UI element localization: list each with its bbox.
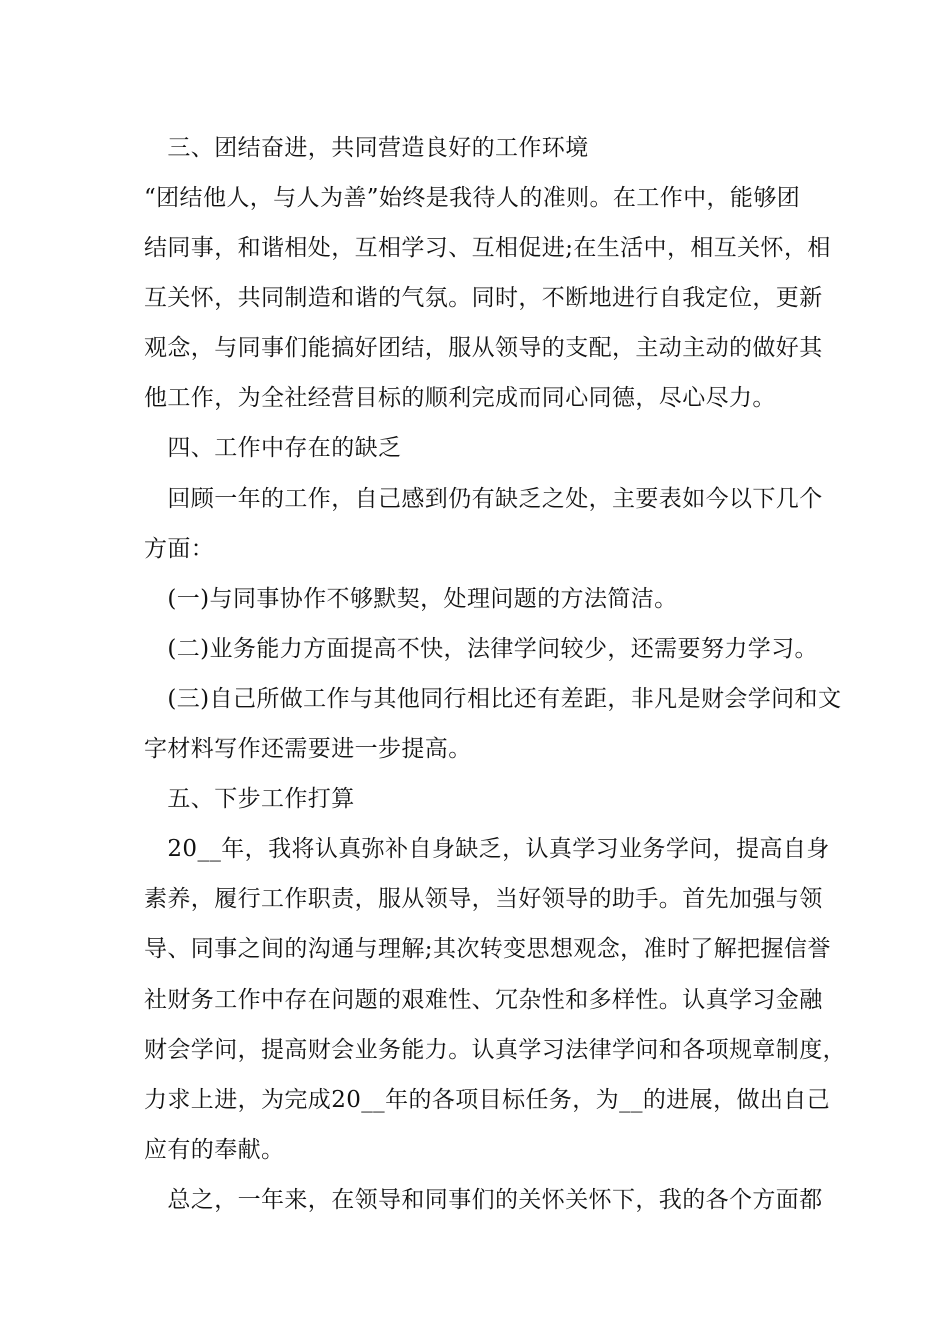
paragraph-line: 20__年，我将认真弥补自身缺乏，认真学习业务学问，提高自身 (144, 836, 830, 862)
paragraph-line: 方面： (144, 536, 215, 562)
paragraph-line: “团结他人，与人为善”始终是我待人的准则。在工作中，能够团 (144, 185, 801, 211)
paragraph-line: 互关怀，共同制造和谐的气氛。同时，不断地进行自我定位，更新 (144, 285, 823, 311)
list-item: (二)业务能力方面提高不快，法律学问较少，还需要努力学习。 (144, 636, 818, 662)
heading-section-5: 五、下步工作打算 (144, 786, 355, 812)
paragraph-line: 总之，一年来，在领导和同事们的关怀关怀下，我的各个方面都 (144, 1187, 823, 1213)
paragraph-line: 导、同事之间的沟通与理解;其次转变思想观念，准时了解把握信誉 (144, 936, 831, 962)
heading-section-4: 四、工作中存在的缺乏 (144, 435, 402, 461)
paragraph-line: 结同事，和谐相处，互相学习、互相促进;在生活中，相互关怀，相 (144, 235, 831, 261)
list-item: 字材料写作还需要进一步提高。 (144, 736, 472, 762)
paragraph-line: 应有的奉献。 (144, 1137, 285, 1163)
paragraph-line: 财会学问，提高财会业务能力。认真学习法律学问和各项规章制度， (144, 1037, 846, 1063)
paragraph-line: 力求上进，为完成20__年的各项目标任务，为__的进展，做出自己 (144, 1087, 831, 1113)
list-item: (一)与同事协作不够默契，处理问题的方法简洁。 (144, 586, 678, 612)
heading-section-3: 三、团结奋进，共同营造良好的工作环境 (144, 135, 589, 161)
list-item: (三)自己所做工作与其他同行相比还有差距，非凡是财会学问和文 (144, 686, 842, 712)
paragraph-line: 观念，与同事们能搞好团结，服从领导的支配，主动主动的做好其 (144, 335, 823, 361)
paragraph-line: 素养，履行工作职责，服从领导，当好领导的助手。首先加强与领 (144, 886, 823, 912)
paragraph-line: 回顾一年的工作，自己感到仍有缺乏之处，主要表如今以下几个 (144, 486, 823, 512)
paragraph-line: 他工作，为全社经营目标的顺利完成而同心同德，尽心尽力。 (144, 385, 776, 411)
paragraph-line: 社财务工作中存在问题的艰难性、冗杂性和多样性。认真学习金融 (144, 987, 823, 1013)
